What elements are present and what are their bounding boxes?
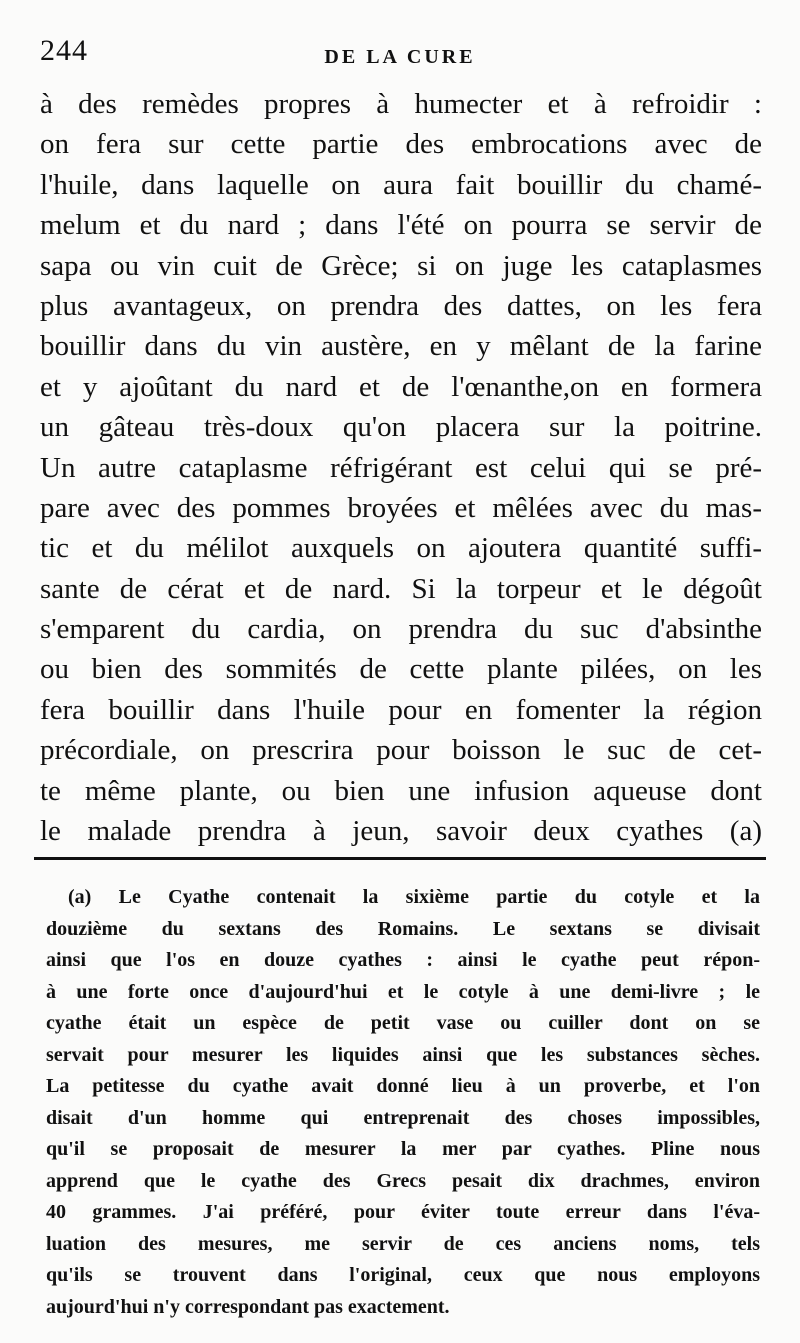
body-line: plus avantageux, on prendra des dattes, on les fera [40, 289, 762, 322]
footnote-line: La petitesse du cyathe avait donné lieu à un proverbe, et l'on [46, 1075, 760, 1097]
footnote-line: (a) Le Cyathe contenait la sixième partie du cotyle et la [68, 886, 760, 908]
body-line: à des remèdes propres à humecter et à refroidir : [40, 88, 762, 120]
body-line: sapa ou vin cuit de Grèce; si on juge les cataplasmes [40, 249, 762, 282]
body-line: melum et du nard ; dans l'été on pourra se servir de [40, 209, 762, 242]
footnote-line: 40 grammes. J'ai préféré, pour éviter toute erreur dans l'éva- [46, 1201, 760, 1223]
body-line: le malade prendra à jeun, savoir deux cyathes (a) [40, 815, 762, 848]
body-line: précordiale, on prescrira pour boisson le suc de cet- [40, 734, 762, 767]
footnote-line: disait d'un homme qui entreprenait des choses impossibles, [46, 1106, 760, 1129]
body-line: fera bouillir dans l'huile pour en fomenter la région [40, 693, 762, 726]
footnote-line: qu'ils se trouvent dans l'original, ceux que nous employons [46, 1264, 760, 1286]
footnote-line: servait pour mesurer les liquides ainsi que les substances sèches. [46, 1043, 760, 1066]
body-line: ou bien des sommités de cette plante pilées, on les [40, 653, 762, 686]
body-line: tic et du mélilot auxquels on ajoutera quantité suffi- [40, 532, 762, 565]
footnote-line: cyathe était un espèce de petit vase ou cuiller dont on se [46, 1012, 760, 1034]
body-line: l'huile, dans laquelle on aura fait bouillir du chamé- [40, 168, 762, 201]
body-line: un gâteau très-doux qu'on placera sur la poitrine. [40, 411, 762, 444]
footnote-line: aujourd'hui n'y correspondant pas exactement. [46, 1295, 450, 1318]
main-text-block [40, 84, 762, 851]
footnote-line: apprend que le cyathe des Grecs pesait dix drachmes, environ [46, 1169, 760, 1192]
footnote-line: qu'il se proposait de mesurer la mer par cyathes. Pline nous [46, 1138, 760, 1160]
body-line: te même plante, ou bien une infusion aqueuse dont [40, 774, 762, 807]
footnote-line: luation des mesures, me servir de ces anciens noms, tels [46, 1232, 760, 1255]
footnote-line: ainsi que l'os en douze cyathes : ainsi le cyathe peut répon- [46, 949, 760, 971]
body-line: Un autre cataplasme réfrigérant est celui qui se pré- [40, 451, 762, 484]
footnote-block [46, 882, 760, 1323]
footnote-line: à une forte once d'aujourd'hui et le cotyle à une demi-livre ; le [46, 980, 760, 1003]
footnote-line: douzième du sextans des Romains. Le sextans se divisait [46, 917, 760, 940]
page-number: 244 [40, 34, 88, 67]
body-line: pare avec des pommes broyées et mêlées avec du mas- [40, 491, 762, 524]
body-line: bouillir dans du vin austère, en y mêlant de la farine [40, 330, 762, 363]
body-line: sante de cérat et de nard. Si la torpeur et le dégoût [40, 572, 762, 605]
running-title: DE LA CURE [324, 46, 476, 68]
body-line: s'emparent du cardia, on prendra du suc d'absinthe [40, 613, 762, 646]
body-line: et y ajoûtant du nard et de l'œnanthe,on en formera [40, 370, 762, 403]
body-line: on fera sur cette partie des embrocations avec de [40, 128, 762, 161]
footnote-separator-rule [34, 857, 766, 860]
